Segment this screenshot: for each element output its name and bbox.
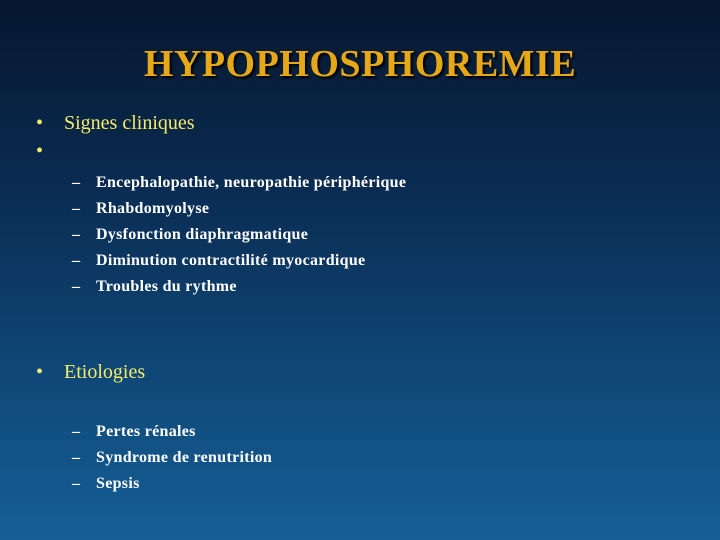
dash-marker: – [72, 252, 81, 269]
list-item [72, 475, 272, 501]
bullet-dot: • [36, 112, 44, 134]
bullet-heading: Signes cliniques [64, 112, 195, 134]
dash-marker: – [72, 278, 81, 295]
list-item [72, 278, 406, 304]
list-item [72, 252, 406, 278]
list-item [72, 423, 272, 449]
bullet-dot: • [36, 140, 44, 162]
dash-marker: – [72, 449, 81, 466]
dash-marker: – [72, 423, 81, 440]
slide-title: HYPOPHOSPHOREMIE [143, 43, 577, 85]
list-item-text: Dysfonction diaphragmatique [96, 226, 309, 243]
list-item-text: Troubles du rythme [96, 278, 237, 295]
list-item-text: Rhabdomyolyse [96, 200, 210, 217]
list-item [72, 200, 406, 226]
list-item-text: Pertes rénales [96, 423, 196, 440]
list-item-text: Encephalopathie, neuropathie périphérique [96, 174, 407, 191]
list-item-text: Sepsis [96, 475, 140, 492]
bullet-signes-cliniques [36, 112, 195, 135]
etiologies-list [72, 423, 272, 501]
dash-marker: – [72, 475, 81, 492]
list-item [72, 226, 406, 252]
list-item [72, 174, 406, 200]
bullet-empty [36, 140, 64, 163]
dash-marker: – [72, 226, 81, 243]
list-item [72, 449, 272, 475]
list-item-text: Syndrome de renutrition [96, 449, 273, 466]
dash-marker: – [72, 200, 81, 217]
signes-cliniques-list [72, 174, 406, 304]
bullet-etiologies [36, 361, 145, 384]
list-item-text: Diminution contractilité myocardique [96, 252, 366, 269]
bullet-dot: • [36, 361, 44, 383]
dash-marker: – [72, 174, 81, 191]
bullet-heading: Etiologies [64, 361, 146, 383]
